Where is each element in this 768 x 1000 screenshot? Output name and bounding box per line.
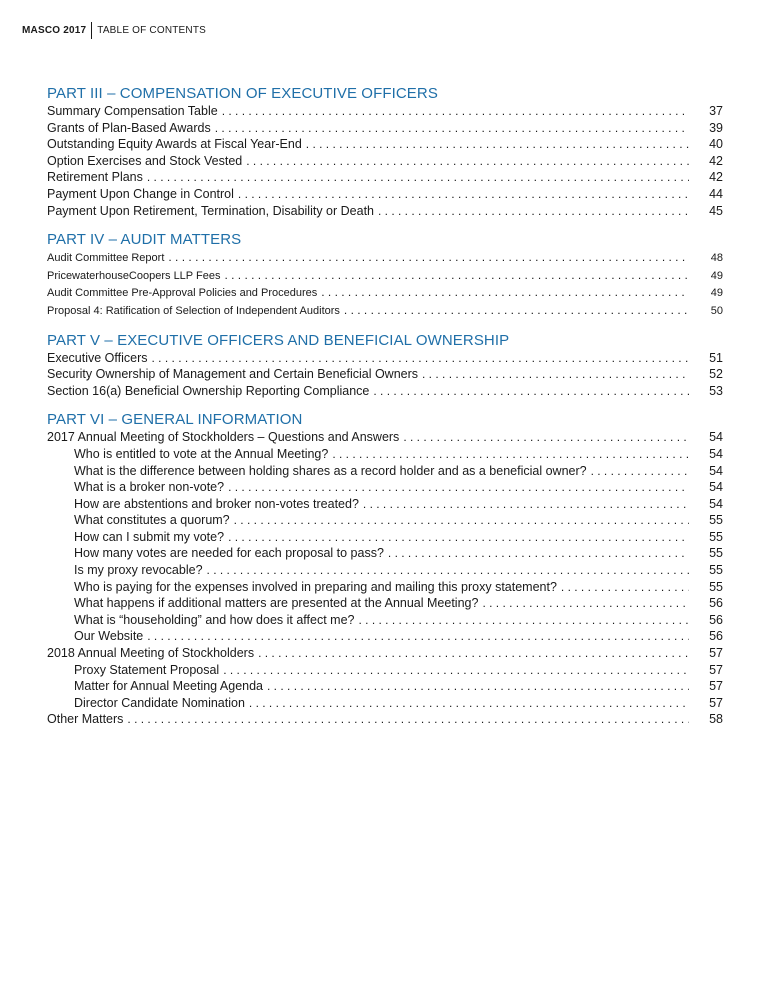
part-title: PART VI – GENERAL INFORMATION (47, 411, 303, 429)
toc-entry-page: 51 (709, 350, 723, 365)
toc-entry[interactable] (47, 153, 723, 170)
toc-part-v (47, 332, 723, 400)
header-divider (91, 22, 92, 39)
toc-subentry[interactable] (47, 463, 723, 480)
dot-leader (561, 579, 689, 596)
dot-leader (344, 302, 689, 320)
toc-entry[interactable] (47, 186, 723, 203)
toc-entry-label: Section 16(a) Beneficial Ownership Reporting Compliance (47, 383, 370, 398)
dot-leader (222, 103, 689, 120)
toc-entry-label: Audit Committee Pre-Approval Policies and Procedures (47, 287, 318, 300)
toc-entry-page: 50 (710, 304, 723, 317)
dot-leader (422, 366, 689, 383)
toc-subentry[interactable] (47, 662, 723, 679)
toc-entry-page: 55 (709, 579, 723, 594)
toc-entry-label: How can I submit my vote? (74, 529, 225, 544)
toc-entry-label: Audit Committee Report (47, 252, 165, 265)
dot-leader (373, 383, 689, 400)
dot-leader (249, 695, 689, 712)
toc-entry-label: Our Website (74, 629, 144, 644)
toc-part-vi (47, 411, 723, 728)
dot-leader (228, 479, 689, 496)
toc-subentry[interactable] (47, 579, 723, 596)
dot-leader (207, 562, 689, 579)
toc-entry-label: Matter for Annual Meeting Agenda (74, 679, 264, 694)
toc-entry[interactable] (47, 284, 723, 302)
toc-entry-page: 44 (709, 186, 723, 201)
toc-entry-page: 39 (709, 120, 723, 135)
toc-entry[interactable] (47, 383, 723, 400)
dot-leader (223, 662, 689, 679)
toc-subentry[interactable] (47, 529, 723, 546)
toc-entry-page: 48 (710, 252, 723, 265)
toc-entry-label: How are abstentions and broker non-votes treated? (74, 496, 359, 511)
dot-leader (224, 267, 689, 285)
toc-entry-label: What is a broker non-vote? (74, 480, 225, 495)
toc-entry-label: Other Matters (47, 712, 124, 727)
toc-entry-page: 49 (710, 287, 723, 300)
dot-leader (332, 446, 689, 463)
toc-entry-page: 55 (709, 529, 723, 544)
toc-entry-label: Retirement Plans (47, 170, 143, 185)
toc-entry-label: Payment Upon Change in Control (47, 186, 234, 201)
toc-entry-page: 56 (709, 629, 723, 644)
toc-entry-label: Who is paying for the expenses involved in preparing and mailing this proxy statement? (74, 579, 557, 594)
toc-entry[interactable] (47, 366, 723, 383)
toc-entry-label: Executive Officers (47, 350, 148, 365)
table-of-contents (47, 85, 723, 740)
toc-entry-page: 54 (709, 496, 723, 511)
toc-entry-page: 57 (709, 695, 723, 710)
toc-entry-page: 49 (710, 269, 723, 282)
toc-entry-page: 55 (709, 563, 723, 578)
dot-leader (215, 120, 689, 137)
toc-subentry[interactable] (47, 678, 723, 695)
toc-entry-page: 58 (709, 712, 723, 727)
toc-subentry[interactable] (47, 496, 723, 513)
toc-entry-page: 54 (709, 463, 723, 478)
toc-entry-page: 56 (709, 612, 723, 627)
toc-entry-page: 55 (709, 546, 723, 561)
toc-entry-page: 37 (709, 104, 723, 118)
toc-entry-label: What is the difference between holding shares as a record holder and as a beneficial owner? (74, 463, 587, 478)
dot-leader (127, 711, 689, 728)
toc-entry[interactable] (47, 302, 723, 320)
toc-entry-label: What happens if additional matters are presented at the Annual Meeting? (74, 596, 479, 611)
toc-entry[interactable] (47, 350, 723, 367)
dot-leader (359, 612, 690, 629)
toc-entry-page: 42 (709, 153, 723, 168)
toc-subentry[interactable] (47, 545, 723, 562)
part-title: PART IV – AUDIT MATTERS (47, 231, 242, 249)
toc-entry-page: 57 (709, 646, 723, 661)
toc-entry-label: 2018 Annual Meeting of Stockholders (47, 646, 255, 661)
dot-leader (482, 595, 689, 612)
dot-leader (168, 249, 689, 267)
dot-leader (228, 529, 689, 546)
toc-entry-label: What constitutes a quorum? (74, 513, 230, 528)
toc-entry-page: 45 (709, 203, 723, 218)
dot-leader (378, 203, 689, 220)
toc-entry[interactable] (47, 249, 723, 267)
toc-entry-page: 42 (709, 170, 723, 185)
toc-entry-label: Director Candidate Nomination (74, 695, 245, 710)
toc-entry[interactable] (47, 203, 723, 220)
toc-entry-page: 54 (709, 446, 723, 461)
toc-part-iv (47, 231, 723, 319)
dot-leader (306, 136, 689, 153)
toc-entry-label: Who is entitled to vote at the Annual Meeting? (74, 446, 329, 461)
toc-subentry[interactable] (47, 695, 723, 712)
toc-entry-page: 57 (709, 662, 723, 677)
dot-leader (258, 645, 689, 662)
page-header (22, 22, 206, 39)
toc-subentry[interactable] (47, 562, 723, 579)
dot-leader (591, 463, 689, 480)
toc-entry[interactable] (47, 711, 723, 728)
dot-leader (238, 186, 689, 203)
toc-entry-page: 57 (709, 679, 723, 694)
dot-leader (388, 545, 689, 562)
toc-subentry[interactable] (47, 612, 723, 629)
toc-entry[interactable] (47, 120, 723, 137)
dot-leader (234, 512, 689, 529)
part-title: PART III – COMPENSATION OF EXECUTIVE OFFICERS (47, 85, 438, 102)
toc-entry-label: Proxy Statement Proposal (74, 662, 220, 677)
dot-leader (267, 678, 689, 695)
toc-entry-label: Is my proxy revocable? (74, 563, 203, 578)
dot-leader (246, 153, 689, 170)
dot-leader (147, 169, 689, 186)
toc-entry-label: Payment Upon Retirement, Termination, Disability or Death (47, 203, 374, 218)
toc-entry-label: 2017 Annual Meeting of Stockholders – Questions and Answers (47, 430, 400, 445)
dot-leader (147, 628, 689, 645)
toc-entry-page: 52 (709, 367, 723, 382)
toc-entry-page: 56 (709, 596, 723, 611)
dot-leader (321, 284, 689, 302)
toc-entry-label: Security Ownership of Management and Certain Beneficial Owners (47, 367, 419, 382)
toc-entry[interactable] (47, 136, 723, 153)
toc-entry-page: 55 (709, 513, 723, 528)
toc-entry-page: 54 (709, 430, 723, 445)
section-label: TABLE OF CONTENTS (97, 25, 207, 36)
toc-entry-label: Outstanding Equity Awards at Fiscal Year-End (47, 137, 302, 152)
dot-leader (363, 496, 689, 513)
toc-subentry[interactable] (47, 479, 723, 496)
toc-entry[interactable] (47, 103, 723, 120)
toc-entry-label: What is “householding” and how does it affect me? (74, 612, 355, 627)
toc-entry[interactable] (47, 645, 723, 662)
toc-entry-label: Proposal 4: Ratification of Selection of Independent Auditors (47, 304, 340, 317)
toc-part-iii (47, 85, 723, 219)
toc-entry-page: 54 (709, 480, 723, 495)
toc-entry-label: How many votes are needed for each proposal to pass? (74, 546, 384, 561)
toc-entry[interactable] (47, 169, 723, 186)
dot-leader (403, 429, 689, 446)
brand-label: MASCO 2017 (22, 25, 87, 36)
toc-entry-page: 53 (709, 383, 723, 398)
toc-entry-page: 40 (709, 137, 723, 152)
toc-subentry[interactable] (47, 595, 723, 612)
toc-entry-label: Summary Compensation Table (47, 104, 218, 118)
toc-entry[interactable] (47, 267, 723, 285)
toc-subentry[interactable] (47, 446, 723, 463)
toc-subentry[interactable] (47, 512, 723, 529)
part-title: PART V – EXECUTIVE OFFICERS AND BENEFICIAL OWNERSHIP (47, 331, 510, 349)
toc-entry-label: PricewaterhouseCoopers LLP Fees (47, 269, 221, 282)
toc-entry[interactable] (47, 429, 723, 446)
toc-entry-label: Grants of Plan-Based Awards (47, 120, 211, 135)
toc-subentry[interactable] (47, 628, 723, 645)
dot-leader (152, 350, 689, 367)
toc-entry-label: Option Exercises and Stock Vested (47, 153, 243, 168)
